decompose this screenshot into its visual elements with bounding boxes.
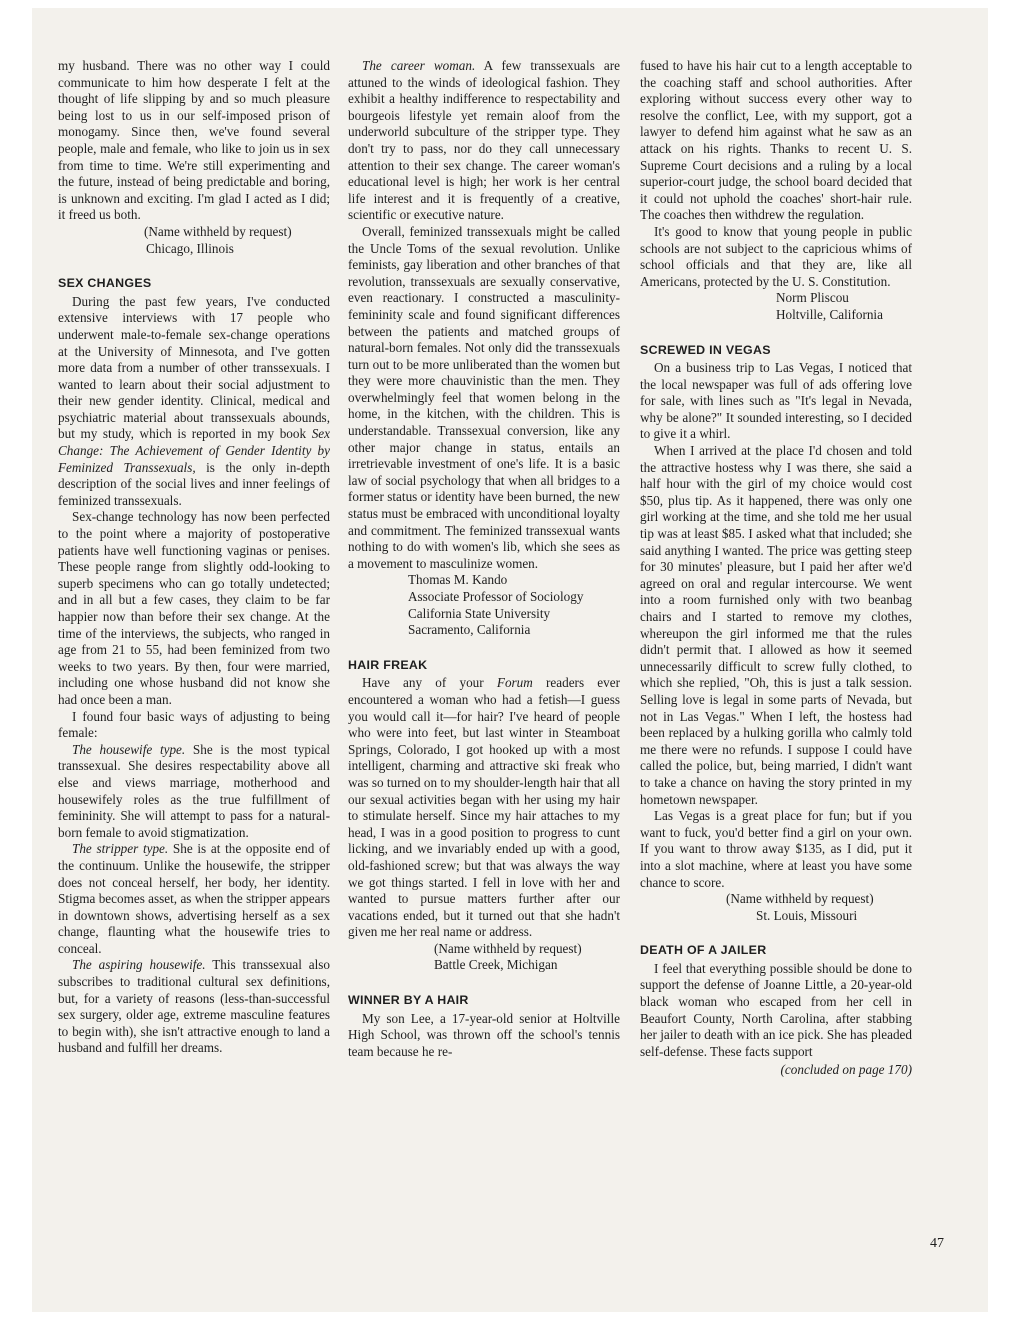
letter-paragraph: my husband. There was no other way I could communicate to him how desperate I felt at the thought of life slipping by and so much pleasure being lost to us in our self-imposed prison of monogamy. Since then, we've found several people, male and female, who like to join us in sex from time to time. We're still experimenting and the future, instead of being predictable and boring, is unknown and exciting. I'm glad I acted as I did; it freed us both. <box>58 58 330 223</box>
letter-heading-hair-freak: HAIR FREAK <box>348 657 428 672</box>
signature-name: (Name withheld by request) <box>434 940 582 956</box>
letter-paragraph: The career woman. A few transsexuals are attuned to the winds of ideological fashion. They exhibit a healthy indifference to respectability and bourgeois lifestyle yet remain aloof from the underworld subculture of the stripper type. They don't try to pass, nor do they call unnecessary attention to their sex change. The career woman's educational level is high; her work is her central life interest and it is frequently of a creative, scientific or executive nature. <box>348 58 621 223</box>
signature-location: Holtville, California <box>776 306 883 322</box>
page-number: 47 <box>930 1236 944 1251</box>
letter-signature <box>58 224 330 257</box>
letter-heading-winner-by-a-hair: WINNER BY A HAIR <box>348 993 469 1008</box>
column-3 <box>640 58 912 1079</box>
signature-location: St. Louis, Missouri <box>756 907 858 923</box>
letter-paragraph: The housewife type. She is the most typical transsexual. She desires respectability above all else and views marriage, motherhood and housewifely roles as the true fulfillment of femininity. She will attempt to pass for a natural-born female to avoid stigmatization. <box>58 741 330 840</box>
signature-name: (Name withheld by request) <box>726 891 874 907</box>
letter-heading-death-of-a-jailer: DEATH OF A JAILER <box>640 943 767 958</box>
signature-institution: California State University <box>408 605 551 621</box>
letter-signature <box>640 290 912 323</box>
signature-location: Sacramento, California <box>408 622 531 638</box>
letter-paragraph: Sex-change technology has now been perfected to the point where a majority of postoperative patients have well functioning vaginas or penises. These people range from slightly odd-looking to superb specimens who can go totally undetected; and in all but a few cases, they claim to be far happier now than before their sex change. At the time of the interviews, the subjects, who ranged in age from 21 to 55, had been feminized from two weeks to two years. By then, four were married, including one whose husband did not know she had once been a man. <box>58 509 330 707</box>
column-2 <box>348 58 620 1060</box>
letter-paragraph: Have any of your Forum readers ever encountered a woman who had a fetish—I guess you would call it—for hair? I've heard of people who were into feet, but last winter in Steamboat Springs, Colorado, I got hooked up with a most intelligent, charming and attractive ski freak who was so turned on to my shoulder-length hair that all our sexual activities began with her using my hair to stimulate herself. Since my hair attaches to my head, I was in a good position to progress to cunt licking, and we invariably ended up with a good, old-fashioned screw; but that was always the way we got things started. I fell in love with her and wanted to pursue matters further after our vacations ended, but it turned out that she hadn't given me her real name or address. <box>348 675 620 940</box>
letter-paragraph: Las Vegas is a great place for fun; but if you want to fuck, you'd better find a girl on your own. If you want to throw away $135, as I did, put it into a slot machine, where at least you have some chance to score. <box>640 808 912 890</box>
letter-paragraph: It's good to know that young people in public schools are not subject to the capricious whims of school officials and that they are, like all Americans, protected by the U. S. Constitution. <box>640 223 912 289</box>
letter-paragraph: The stripper type. She is at the opposite end of the continuum. Unlike the housewife, the stripper does not conceal herself, her body, her identity. Stigma becomes asset, as when the stripper appears in downtown shows, advertising herself as a sex change, flaunting what the housewife tries to conceal. <box>58 841 330 956</box>
magazine-page <box>32 8 988 1312</box>
letter-heading-sex-changes: SEX CHANGES <box>58 276 152 291</box>
letter-heading-screwed-in-vegas: SCREWED IN VEGAS <box>640 342 771 357</box>
letter-paragraph: When I arrived at the place I'd chosen and told the attractive hostess why I was there, she said a half hour with the girl of my choice would cost $50, plus tip. As it happened, there was only one girl working at the time, and she told me her usual tip was at least $85. I asked what that included; she said anything I wanted. The price was getting steep for 30 minutes' pleasure, but I paid her after we'd agreed on oral and regular intercourse. We went into a room furnished only with two beanbag chairs and I started to remove my clothes, whereupon the girl informed me that the rules didn't permit that. I allowed as how it seemed unnecessarily difficult to screw fully clothed, to which she replied, "Oh, this is just a talk session. Selling love is legal in some parts of Nevada, but not in Las Vegas." When I left, the hostess had been replaced by a hulking gorilla who calmly told me there were no refunds. I suppose I could have called the police, but, being married, I didn't want to take a chance on having the story printed in my hometown newspaper. <box>640 443 912 807</box>
letter-paragraph: I found four basic ways of adjusting to being female: <box>58 708 330 741</box>
signature-name: Norm Pliscou <box>776 290 849 306</box>
signature-name: (Name withheld by request) <box>144 223 292 239</box>
signature-location: Chicago, Illinois <box>146 240 234 256</box>
letter-signature <box>348 572 620 638</box>
continued-note: (concluded on page 170) <box>780 1062 912 1078</box>
column-1 <box>58 58 330 1057</box>
letter-paragraph: I feel that everything possible should be done to support the defense of Joanne Little, a 20-year-old black woman who escaped from her cell in Beaufort County, North Carolina, after stabbing her jailer to death with an ice pick. She has pleaded self-defense. These facts support <box>640 960 912 1059</box>
letter-paragraph: fused to have his hair cut to a length acceptable to the coaching staff and school authorities. After exploring without success every other way to resolve the conflict, Lee, with my support, got a lawyer to defend him against what he saw as an attack on his rights. Thanks to recent U. S. Supreme Court decisions and a ruling by a local superior-court judge, the school board decided that it could not uphold the coaches' short-hair rule. The coaches then withdrew the regulation. <box>640 58 912 223</box>
letter-signature <box>640 891 912 924</box>
signature-title: Associate Professor of Sociology <box>408 589 584 604</box>
letter-paragraph: During the past few years, I've conducted extensive interviews with 17 people who underwent male-to-female sex-change operations at the University of Minnesota, and I've gotten more data from a number of other transsexuals. I wanted to learn about their social adjustment to their new gender identity. Clinical, medical and psychiatric material about transsexuals abounds, but my study, which is reported in my book Sex Change: The Achievement of Gender Identity by Feminized Transsexuals, is the only in-depth description of the social lives and inner feelings of feminized transsexuals. <box>58 293 330 508</box>
signature-name: Thomas M. Kando <box>408 572 508 588</box>
letter-paragraph: My son Lee, a 17-year-old senior at Holtville High School, was thrown off the school's tennis team because he re- <box>348 1010 620 1059</box>
letter-signature <box>348 941 620 974</box>
letter-paragraph: Overall, feminized transsexuals might be called the Uncle Toms of the sexual revolution. Unlike feminists, gay liberation and other branches of that revolution, transsexuals are sexually conservative, even reactionary. I constructed a masculinity-femininity scale and found significant differences between the patients and matched groups of natural-born females. Not only did the transsexuals turn out to be more unliberated than the women but they were more chauvinistic than the men. They overwhelmingly feel that women belong in the home, in the kitchen, with the children. This is understandable. Transsexual conversion, like any other major change in status, entails an irretrievable investment of one's life. It is a basic law of social psychology that when all bridges to a former status or identity have been burned, the new status must be embraced with unconditional loyalty and commitment. The feminized transsexual wants nothing to do with women's lib, which she sees as a movement to masculinize women. <box>348 223 620 571</box>
signature-location: Battle Creek, Michigan <box>434 957 558 973</box>
letter-paragraph: On a business trip to Las Vegas, I noticed that the local newspaper was full of ads offering love for sale, with lines such as "It's legal in Nevada, why be alone?" It sounded interesting, so I decided to give it a whirl. <box>640 360 912 442</box>
letter-paragraph: The aspiring housewife. This transsexual also subscribes to traditional cultural sex definitions, but, for a variety of reasons (less-than-successful sex surgery, older age, extreme masculine features to begin with), she isn't attractive enough to land a husband and fulfill her dreams. <box>58 957 330 1056</box>
